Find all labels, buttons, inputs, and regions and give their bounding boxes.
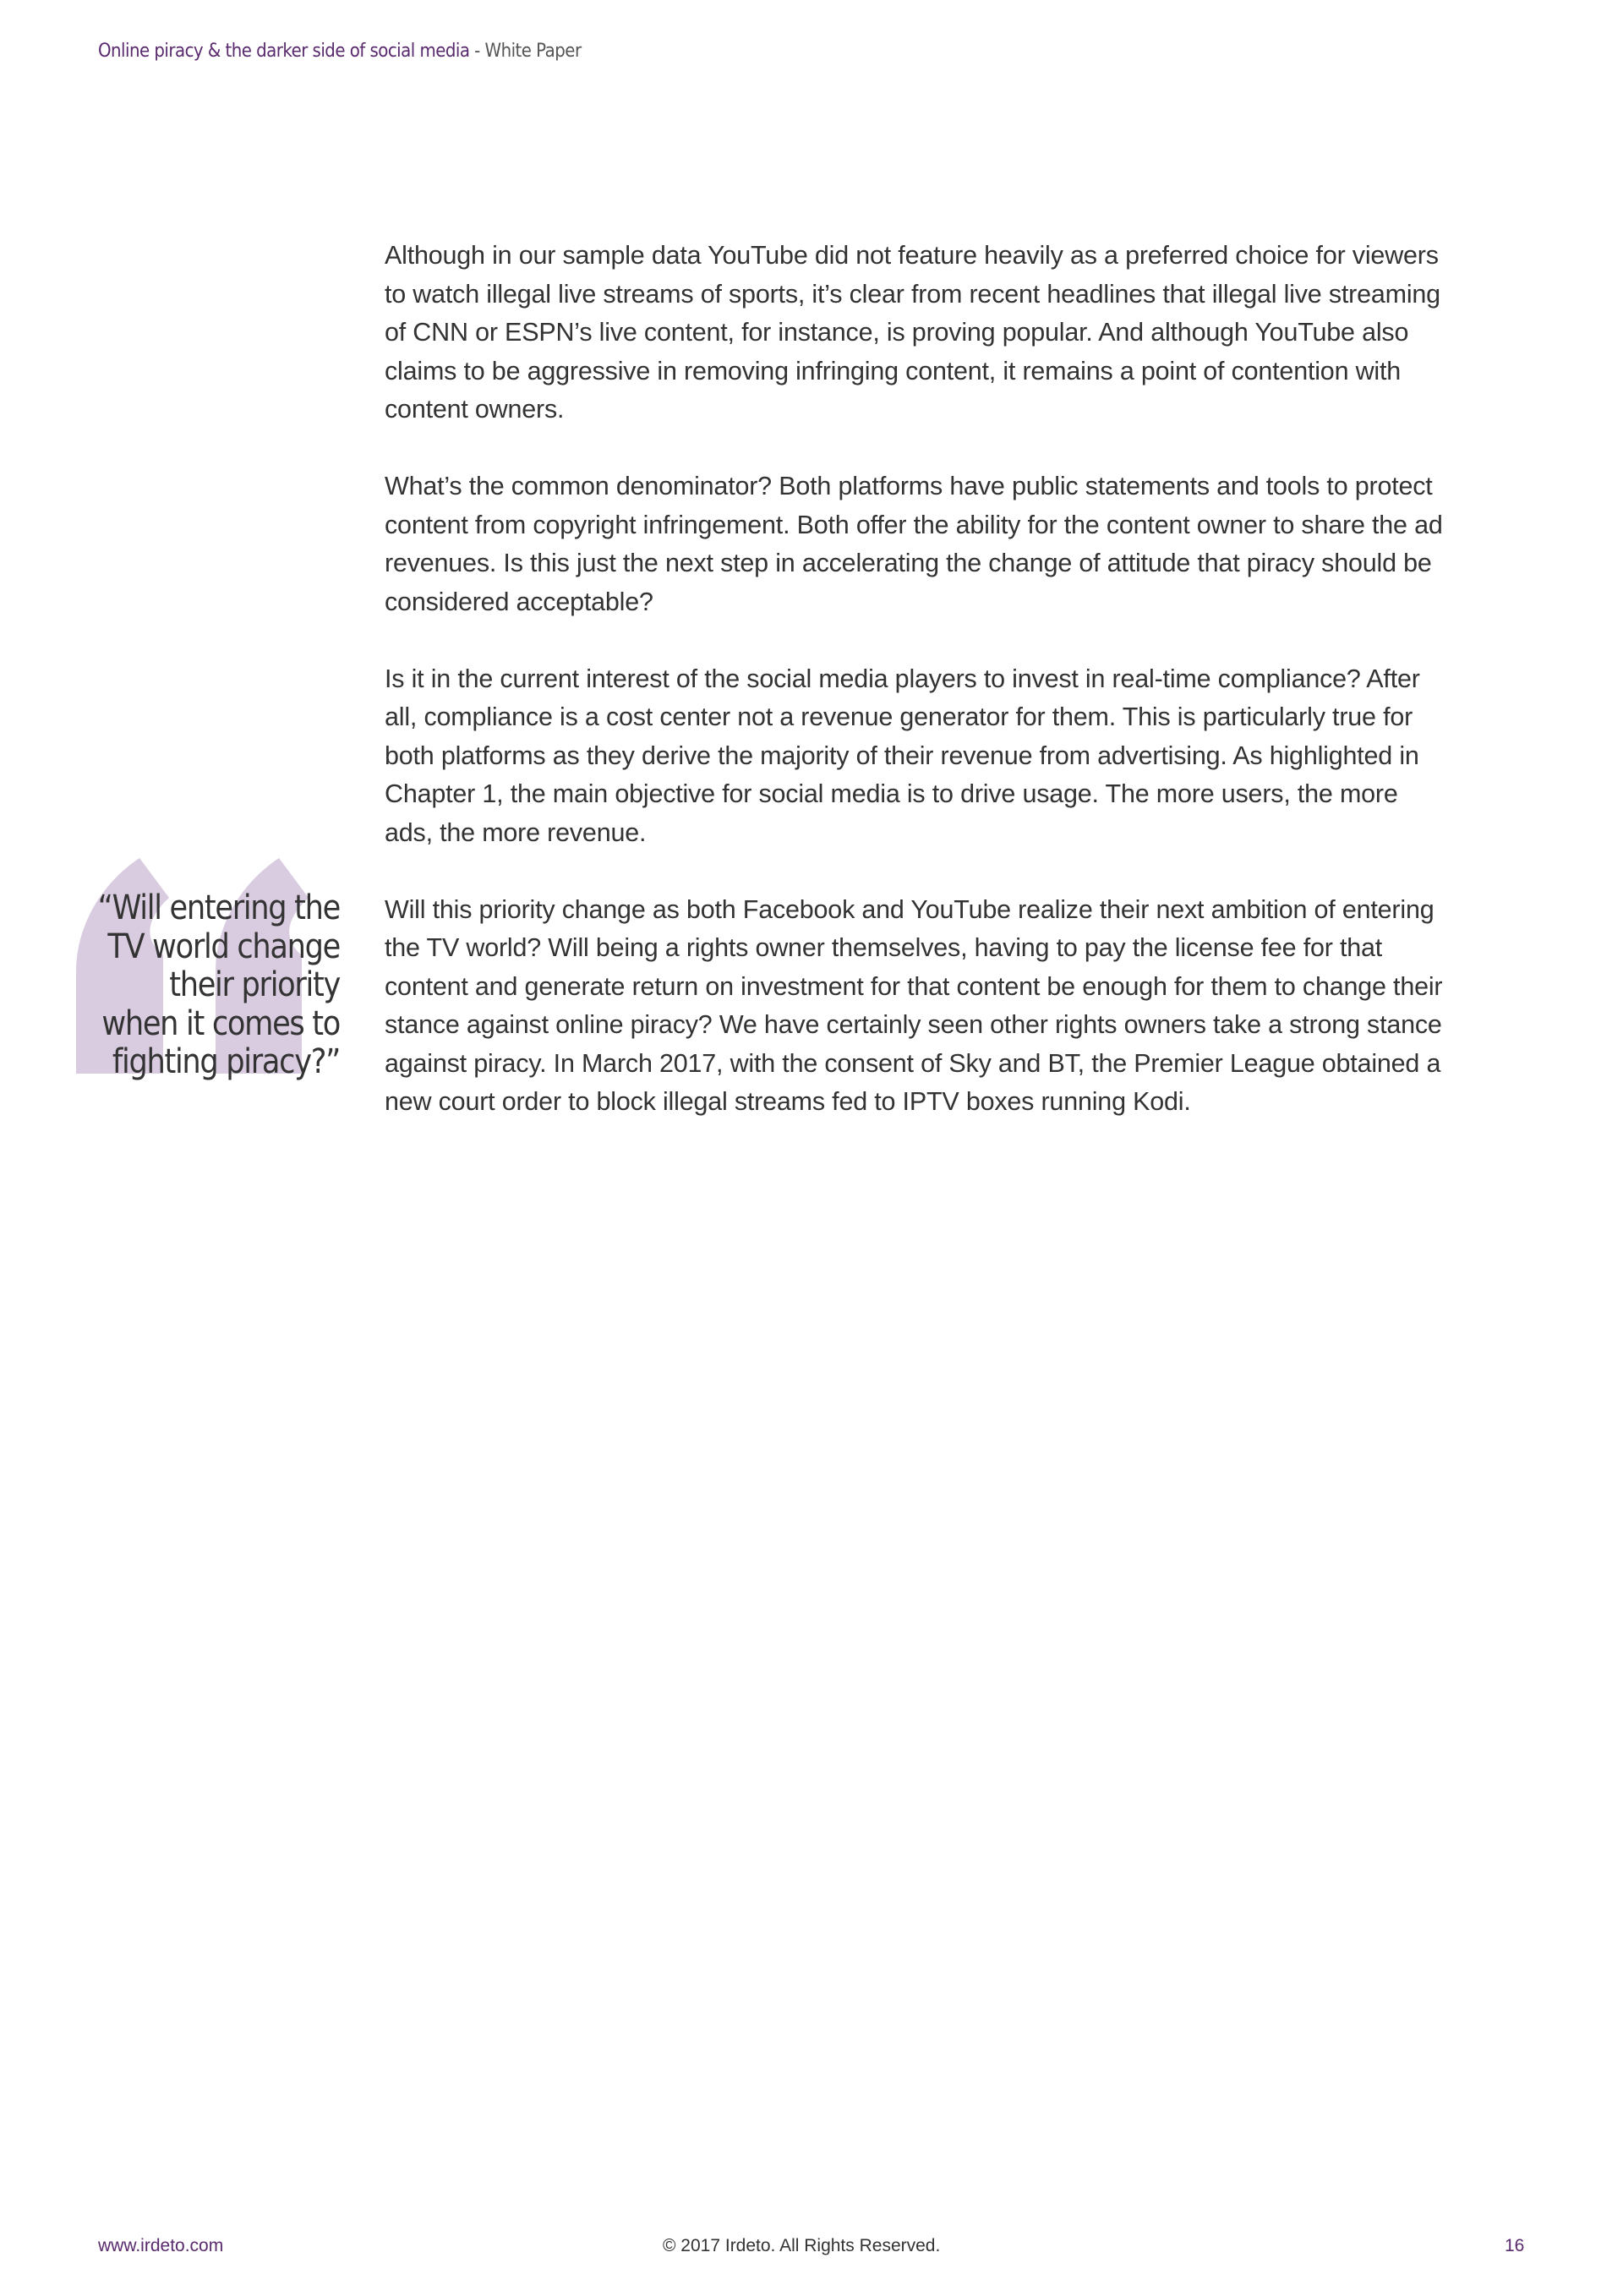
pull-quote-line: fighting piracy?” bbox=[112, 1042, 340, 1081]
body-line: stance against online piracy? We have certainly seen other rights owners take a strong stance bbox=[385, 1010, 1442, 1039]
pull-quote-text bbox=[42, 889, 340, 1082]
body-line: What’s the common denominator? Both platforms have public statements and tools to protect bbox=[385, 472, 1433, 500]
body-line: considered acceptable? bbox=[385, 587, 653, 616]
body-line: content owners. bbox=[385, 395, 565, 424]
pull-quote bbox=[42, 845, 340, 1099]
body-line: the TV world? Will being a rights owner themselves, having to pay the license fee for that bbox=[385, 933, 1383, 962]
document-title: Online piracy & the darker side of social media bbox=[98, 41, 470, 62]
body-line: of CNN or ESPN’s live content, for instance, is proving popular. And although YouTube also bbox=[385, 318, 1409, 347]
paragraph-3 bbox=[385, 660, 1551, 853]
paragraph-4 bbox=[385, 891, 1551, 1122]
body-line: ads, the more revenue. bbox=[385, 817, 647, 847]
document-type: - White Paper bbox=[469, 41, 582, 62]
body-line: claims to be aggressive in removing infringing content, it remains a point of contention with bbox=[385, 356, 1402, 385]
body-line: to watch illegal live streams of sports, it’s clear from recent headlines that illegal live streaming bbox=[385, 279, 1440, 309]
body-line: revenues. Is this just the next step in accelerating the change of attitude that piracy should be bbox=[385, 549, 1432, 577]
body-line: Chapter 1, the main objective for social media is to drive usage. The more users, the more bbox=[385, 779, 1398, 808]
pull-quote-line: TV world change bbox=[107, 927, 340, 966]
pull-quote-line: “Will entering the bbox=[97, 888, 341, 927]
body-line: Although in our sample data YouTube did not feature heavily as a preferred choice for viewers bbox=[385, 241, 1439, 270]
body-line: new court order to block illegal streams fed to IPTV boxes running Kodi. bbox=[385, 1087, 1191, 1116]
body-line: against piracy. In March 2017, with the consent of Sky and BT, the Premier League obtained a bbox=[385, 1048, 1441, 1078]
body-column bbox=[385, 237, 1551, 1160]
body-line: content from copyright infringement. Both offer the ability for the content owner to share the ad bbox=[385, 510, 1443, 539]
running-header bbox=[98, 41, 582, 62]
pull-quote-line: their priority bbox=[169, 965, 340, 1004]
body-line: content and generate return on investment for that content be enough for them to change their bbox=[385, 971, 1443, 1001]
website-link[interactable]: www.irdeto.com bbox=[98, 2236, 224, 2255]
body-line: all, compliance is a cost center not a revenue generator for them. This is particularly true for bbox=[385, 702, 1413, 731]
paragraph-2 bbox=[385, 467, 1551, 621]
copyright-notice: © 2017 Irdeto. All Rights Reserved. bbox=[663, 2236, 941, 2255]
body-line: Is it in the current interest of the social media players to invest in real-time compliance? After bbox=[385, 664, 1420, 693]
body-line: both platforms as they derive the majority of their revenue from advertising. As highlighted in bbox=[385, 741, 1419, 770]
pull-quote-line: when it comes to bbox=[101, 1003, 340, 1043]
page-footer bbox=[0, 2236, 1623, 2261]
page-number: 16 bbox=[1505, 2236, 1525, 2255]
paragraph-1 bbox=[385, 237, 1551, 429]
body-line: Will this priority change as both Facebook and YouTube realize their next ambition of entering bbox=[385, 894, 1434, 924]
